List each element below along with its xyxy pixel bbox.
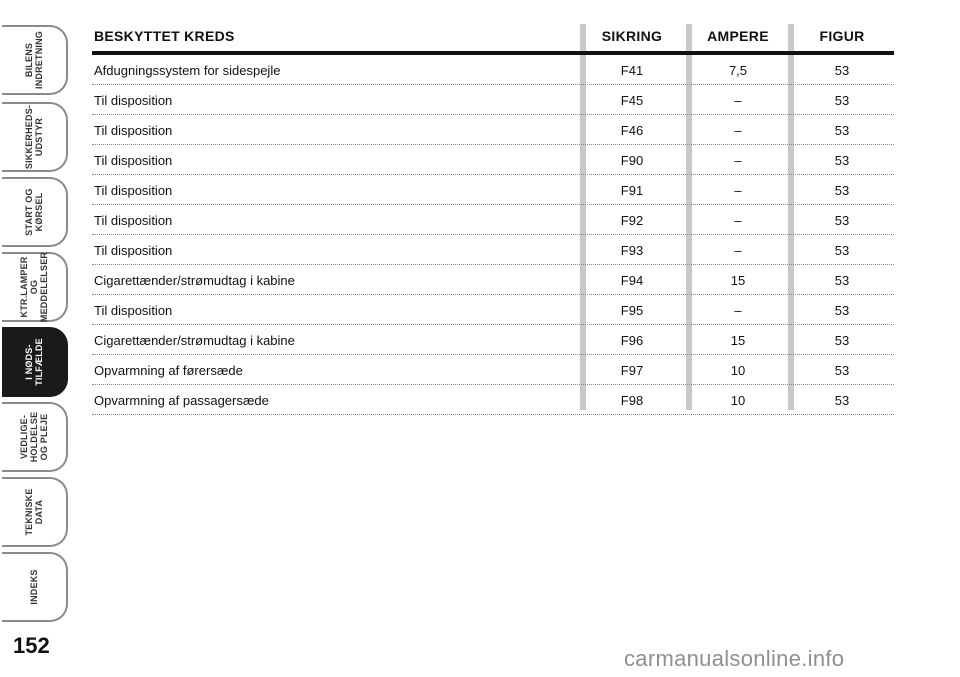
table-row bbox=[92, 235, 894, 265]
cell-circuit: Til disposition bbox=[94, 153, 173, 168]
tab-label: TEKNISKE DATA bbox=[24, 488, 44, 536]
cell-ampere: 10 bbox=[730, 393, 746, 408]
tab-label: START OG KØRSEL bbox=[24, 188, 44, 236]
fuse-table bbox=[92, 24, 894, 415]
cell-circuit: Til disposition bbox=[94, 123, 173, 138]
cell-figure: 53 bbox=[834, 393, 850, 408]
cell-fuse: F90 bbox=[620, 153, 644, 168]
header-figure: FIGUR bbox=[819, 28, 865, 44]
cell-fuse: F97 bbox=[620, 363, 644, 378]
cell-figure: 53 bbox=[834, 273, 850, 288]
table-row bbox=[92, 85, 894, 115]
cell-figure: 53 bbox=[834, 243, 850, 258]
cell-ampere: – bbox=[734, 243, 742, 258]
cell-fuse: F92 bbox=[620, 213, 644, 228]
table-row bbox=[92, 115, 894, 145]
cell-ampere: 15 bbox=[730, 333, 746, 348]
cell-fuse: F93 bbox=[620, 243, 644, 258]
cell-figure: 53 bbox=[834, 213, 850, 228]
cell-circuit: Afdugningssystem for sidespejle bbox=[94, 63, 281, 78]
table-row bbox=[92, 145, 894, 175]
cell-figure: 53 bbox=[834, 123, 850, 138]
cell-fuse: F95 bbox=[620, 303, 644, 318]
cell-ampere: – bbox=[734, 93, 742, 108]
cell-ampere: – bbox=[734, 183, 742, 198]
cell-fuse: F96 bbox=[620, 333, 644, 348]
tab-indeks[interactable] bbox=[2, 552, 68, 622]
cell-ampere: – bbox=[734, 123, 742, 138]
cell-ampere: – bbox=[734, 213, 742, 228]
cell-circuit: Cigarettænder/strømudtag i kabine bbox=[94, 333, 295, 348]
cell-fuse: F41 bbox=[620, 63, 644, 78]
table-row bbox=[92, 205, 894, 235]
page-number: 152 bbox=[13, 633, 50, 658]
table-header bbox=[92, 24, 894, 55]
cell-figure: 53 bbox=[834, 153, 850, 168]
header-fuse: SIKRING bbox=[601, 28, 663, 44]
cell-fuse: F94 bbox=[620, 273, 644, 288]
tab-label: INDEKS bbox=[29, 569, 39, 605]
tab-i-nodstilfaelde[interactable] bbox=[2, 327, 68, 397]
cell-fuse: F45 bbox=[620, 93, 644, 108]
table-body bbox=[92, 55, 894, 415]
cell-figure: 53 bbox=[834, 93, 850, 108]
header-circuit: BESKYTTET KREDS bbox=[94, 28, 235, 44]
tab-vedligeholdelse[interactable] bbox=[2, 402, 68, 472]
cell-ampere: – bbox=[734, 303, 742, 318]
cell-figure: 53 bbox=[834, 363, 850, 378]
cell-ampere: – bbox=[734, 153, 742, 168]
cell-figure: 53 bbox=[834, 303, 850, 318]
header-ampere: AMPERE bbox=[707, 28, 769, 44]
cell-circuit: Til disposition bbox=[94, 93, 173, 108]
tab-label: VEDLIGE- HOLDELSE OG PLEJE bbox=[19, 411, 49, 463]
tab-kontrollamper[interactable] bbox=[2, 252, 68, 322]
table-row bbox=[92, 355, 894, 385]
tab-label: I NØDS- TILFÆLDE bbox=[24, 338, 44, 386]
cell-ampere: 15 bbox=[730, 273, 746, 288]
tab-sikkerhedsudstyr[interactable] bbox=[2, 102, 68, 172]
cell-figure: 53 bbox=[834, 183, 850, 198]
cell-figure: 53 bbox=[834, 333, 850, 348]
cell-circuit: Cigarettænder/strømudtag i kabine bbox=[94, 273, 295, 288]
tab-tekniske-data[interactable] bbox=[2, 477, 68, 547]
table-row bbox=[92, 175, 894, 205]
table-row bbox=[92, 55, 894, 85]
cell-circuit: Til disposition bbox=[94, 183, 173, 198]
cell-circuit: Opvarmning af passagersæde bbox=[94, 393, 269, 408]
cell-circuit: Opvarmning af førersæde bbox=[94, 363, 243, 378]
tab-label: BILENS INDRETNING bbox=[24, 31, 44, 89]
table-row bbox=[92, 295, 894, 325]
cell-fuse: F98 bbox=[620, 393, 644, 408]
tab-label: KTR.LAMPER OG MEDDELELSER bbox=[19, 251, 49, 323]
cell-fuse: F46 bbox=[620, 123, 644, 138]
tab-start-og-korsel[interactable] bbox=[2, 177, 68, 247]
cell-fuse: F91 bbox=[620, 183, 644, 198]
cell-circuit: Til disposition bbox=[94, 213, 173, 228]
tab-label: SIKKERHEDS- UDSTYR bbox=[24, 104, 44, 170]
cell-figure: 53 bbox=[834, 63, 850, 78]
tab-bilens-indretning[interactable] bbox=[2, 25, 68, 95]
cell-circuit: Til disposition bbox=[94, 243, 173, 258]
cell-circuit: Til disposition bbox=[94, 303, 173, 318]
table-row bbox=[92, 385, 894, 415]
table-row bbox=[92, 325, 894, 355]
cell-ampere: 10 bbox=[730, 363, 746, 378]
table-row bbox=[92, 265, 894, 295]
watermark: carmanualsonline.info bbox=[624, 646, 845, 671]
cell-ampere: 7,5 bbox=[728, 63, 748, 78]
